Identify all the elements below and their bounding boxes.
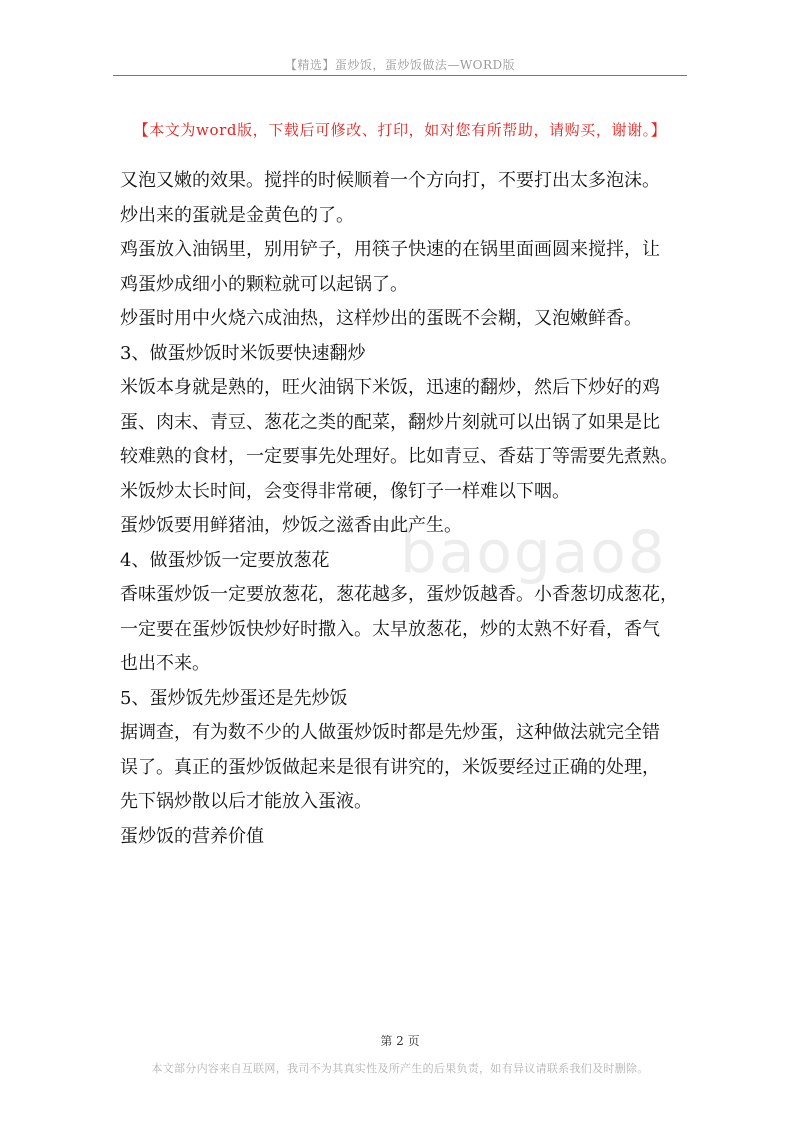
- document-body: [120, 164, 690, 854]
- download-notice: 【本文为word版，下载后可修改、打印，如对您有所帮助，请购买，谢谢。】: [133, 121, 667, 139]
- page-header-title: 【精选】蛋炒饭，蛋炒饭做法—WORD版: [284, 58, 516, 72]
- body-line: 据调查，有为数不少的人做蛋炒饭时都是先炒蛋，这种做法就完全错: [120, 722, 660, 743]
- body-line: 也出不来。: [120, 653, 210, 674]
- body-line: 较难熟的食材，一定要事先处理好。比如青豆、香菇丁等需要先煮熟。: [120, 446, 678, 467]
- body-line: 误了。真正的蛋炒饭做起来是很有讲究的，米饭要经过正确的处理，: [120, 756, 660, 778]
- header-divider: [113, 75, 687, 76]
- body-line: 鸡蛋放入油锅里，别用铲子，用筷子快速的在锅里面画圆来搅拌，让: [120, 239, 660, 260]
- body-line: 蛋、肉末、青豆、葱花之类的配菜，翻炒片刻就可以出锅了如果是比: [120, 411, 660, 433]
- body-line: 炒出来的蛋就是金黄色的了。: [120, 204, 354, 226]
- section-heading: 4、做蛋炒饭一定要放葱花: [120, 549, 330, 571]
- body-line: 鸡蛋炒成细小的颗粒就可以起锅了。: [120, 273, 408, 295]
- section-heading: 5、蛋炒饭先炒蛋还是先炒饭: [120, 687, 348, 709]
- body-line: 炒蛋时用中火烧六成油热，这样炒出的蛋既不会糊，又泡嫩鲜香。: [120, 308, 642, 329]
- section-heading: 蛋炒饭的营养价值: [120, 825, 264, 847]
- section-heading: 3、做蛋炒饭时米饭要快速翻炒: [120, 342, 366, 364]
- body-line: 先下锅炒散以后才能放入蛋液。: [120, 791, 372, 812]
- body-line: 又泡又嫩的效果。搅拌的时候顺着一个方向打，不要打出太多泡沫。: [120, 170, 660, 191]
- body-line: 一定要在蛋炒饭快炒好时撒入。太早放葱花，炒的太熟不好看，香气: [120, 618, 660, 640]
- footer-disclaimer: 本文部分内容来自互联网，我司不为其真实性及所产生的后果负责，如有异议请联系我们及时删除。: [151, 1062, 649, 1075]
- body-line: 米饭本身就是熟的，旺火油锅下米饭，迅速的翻炒，然后下炒好的鸡: [120, 377, 660, 398]
- body-line: 蛋炒饭要用鲜猪油，炒饭之滋香由此产生。: [120, 515, 462, 536]
- watermark: baogao8: [400, 518, 667, 586]
- page-number: 第 2 页: [380, 1034, 420, 1048]
- body-line: 米饭炒太长时间，会变得非常硬，像钉子一样难以下咽。: [120, 480, 570, 502]
- body-line: 香味蛋炒饭一定要放葱花，葱花越多，蛋炒饭越香。小香葱切成葱花，: [120, 584, 678, 605]
